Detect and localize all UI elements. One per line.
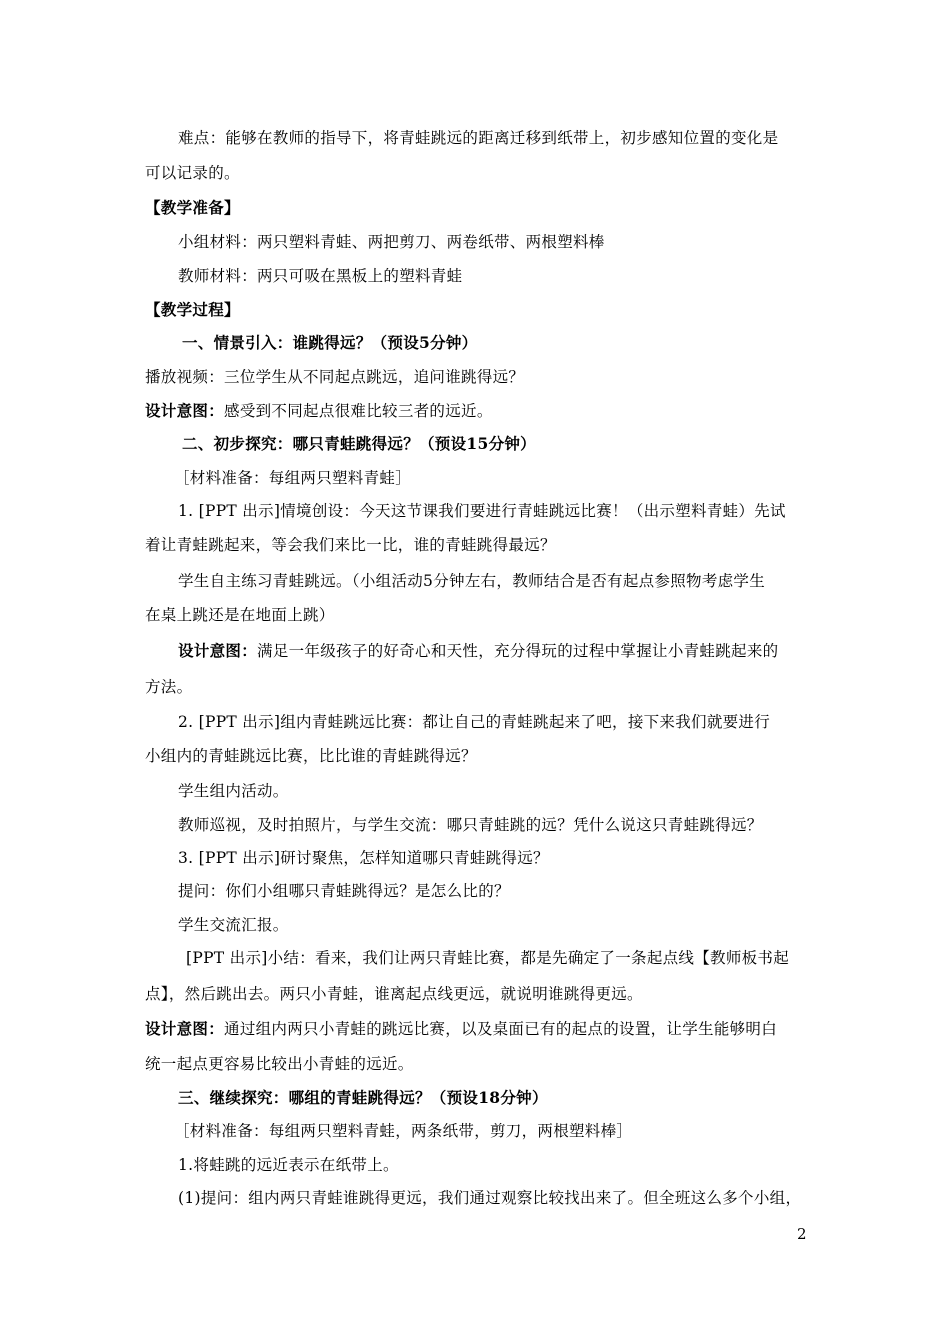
subsection-heading: 二、初步探究：哪只青蛙跳得远？（预设15分钟） bbox=[182, 434, 536, 453]
section-heading: 【教学过程】 bbox=[145, 300, 240, 319]
text-line: 1. [PPT 出示]情境创设：今天这节课我们要进行青蛙跳远比赛！（出示塑料青蛙）先试 bbox=[178, 502, 786, 520]
line-content: 通过组内两只小青蛙的跳远比赛，以及桌面已有的起点的设置，让学生能够明白 bbox=[224, 1020, 778, 1038]
design-intent-label: 设计意图： bbox=[145, 1019, 225, 1038]
text-line: 学生自主练习青蛙跳远。（小组活动5分钟左右，教师结合是否有起点参照物考虑学生 bbox=[178, 572, 766, 590]
text-line: 小组材料：两只塑料青蛙、两把剪刀、两卷纸带、两根塑料棒 bbox=[178, 233, 605, 251]
text-line: ［材料准备：每组两只塑料青蛙］ bbox=[174, 469, 412, 487]
text-line: 教师巡视，及时拍照片，与学生交流：哪只青蛙跳的远？凭什么说这只青蛙跳得远？ bbox=[178, 816, 763, 834]
line-content: 感受到不同起点很难比较三者的远近。 bbox=[224, 402, 493, 420]
text-line: 难点：能够在教师的指导下，将青蛙跳远的距离迁移到纸带上，初步感知位置的变化是 bbox=[178, 129, 779, 147]
text-line: 小组内的青蛙跳远比赛，比比谁的青蛙跳得远？ bbox=[145, 747, 477, 765]
line-content: 满足一年级孩子的好奇心和天性，充分得玩的过程中掌握让小青蛙跳起来的 bbox=[257, 642, 779, 660]
text-line: (1)提问：组内两只青蛙谁跳得更远，我们通过观察比较找出来了。但全班这么多个小组， bbox=[178, 1189, 802, 1207]
text-line bbox=[145, 367, 524, 387]
design-intent-label: 设计意图： bbox=[178, 641, 258, 660]
text-line bbox=[178, 641, 778, 661]
page-number: 2 bbox=[797, 1225, 807, 1243]
text-line: [PPT 出示]小结：看来，我们让两只青蛙比赛，都是先确定了一条起点线【教师板书起 bbox=[186, 949, 790, 967]
line-content: 三位学生从不同起点跳远，追问谁跳得远？ bbox=[224, 368, 525, 386]
text-line: 统一起点更容易比较出小青蛙的远近。 bbox=[145, 1055, 414, 1073]
text-line: 着让青蛙跳起来，等会我们来比一比，谁的青蛙跳得最远？ bbox=[145, 536, 556, 554]
text-line: 3. [PPT 出示]研讨聚焦，怎样知道哪只青蛙跳得远？ bbox=[178, 849, 549, 867]
line-label: 播放视频： bbox=[145, 368, 225, 386]
section-heading: 【教学准备】 bbox=[145, 198, 240, 217]
text-line: 学生组内活动。 bbox=[178, 782, 289, 800]
subsection-heading: 三、继续探究：哪组的青蛙跳得远？（预设18分钟） bbox=[178, 1088, 548, 1107]
design-intent-label: 设计意图： bbox=[145, 401, 225, 420]
text-line: ［材料准备：每组两只塑料青蛙，两条纸带，剪刀，两根塑料棒］ bbox=[174, 1122, 633, 1140]
subsection-heading: 一、情景引入：谁跳得远？（预设5分钟） bbox=[182, 333, 478, 352]
text-line: 学生交流汇报。 bbox=[178, 916, 289, 934]
text-line: 教师材料：两只可吸在黑板上的塑料青蛙 bbox=[178, 267, 463, 285]
text-line: 在桌上跳还是在地面上跳） bbox=[145, 606, 335, 624]
text-line: 点】，然后跳出去。两只小青蛙，谁离起点线更远，就说明谁跳得更远。 bbox=[145, 985, 643, 1003]
text-line: 1.将蛙跳的远近表示在纸带上。 bbox=[178, 1156, 399, 1174]
text-line: 提问：你们小组哪只青蛙跳得远？是怎么比的？ bbox=[178, 882, 510, 900]
text-line bbox=[145, 1019, 777, 1039]
text-line: 2. [PPT 出示]组内青蛙跳远比赛：都让自己的青蛙跳起来了吧，接下来我们就要进行 bbox=[178, 713, 771, 731]
text-line: 可以记录的。 bbox=[145, 164, 240, 182]
text-line bbox=[145, 401, 493, 421]
text-line: 方法。 bbox=[145, 678, 193, 696]
